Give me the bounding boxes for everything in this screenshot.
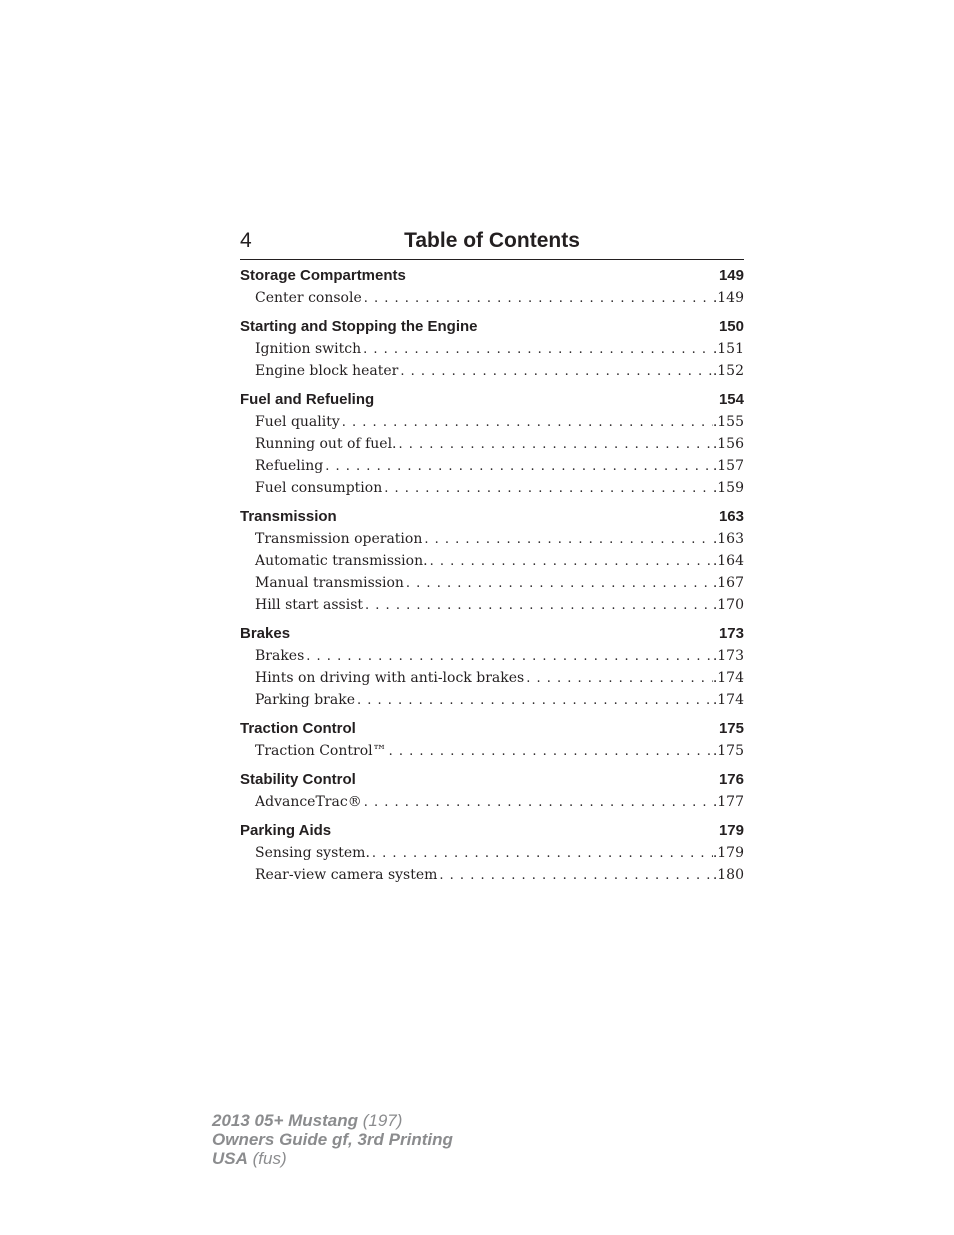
toc-entry[interactable] — [240, 360, 744, 382]
toc-entry[interactable] — [240, 594, 744, 616]
dot-leader — [370, 843, 713, 865]
toc-entry[interactable] — [240, 864, 744, 886]
toc-section — [240, 769, 744, 813]
page-header — [240, 228, 744, 260]
toc-section-heading[interactable] — [240, 623, 744, 645]
toc-section-heading[interactable] — [240, 820, 744, 842]
toc-entry-title: Brakes — [255, 648, 305, 664]
dot-leader — [355, 690, 713, 712]
dot-leader — [437, 865, 712, 887]
toc-entry[interactable] — [240, 572, 744, 594]
toc-entry-page: .175 — [712, 743, 744, 759]
toc-entry-page: .152 — [712, 363, 744, 379]
dot-leader — [397, 434, 713, 456]
toc-section-heading[interactable] — [240, 265, 744, 287]
toc-entry-title: Running out of fuel. — [255, 436, 397, 452]
toc-entry[interactable] — [240, 791, 744, 813]
dot-leader — [382, 478, 713, 500]
dot-leader — [404, 573, 713, 595]
toc-entry-page: .157 — [712, 458, 744, 474]
dot-leader — [363, 595, 713, 617]
footer-market: USA — [212, 1149, 248, 1168]
toc-section-title: Parking Aids — [240, 822, 332, 839]
toc-entry[interactable] — [240, 667, 744, 689]
toc-section — [240, 820, 744, 886]
toc-entry[interactable] — [240, 477, 744, 499]
toc-entry[interactable] — [240, 455, 744, 477]
toc-entry-title: Parking brake — [255, 692, 355, 708]
toc-section — [240, 506, 744, 616]
toc-entry-title: Hints on driving with anti-lock brakes — [255, 670, 525, 686]
toc-section-title: Fuel and Refueling — [240, 391, 375, 408]
toc-entry-page: .180 — [712, 867, 744, 883]
toc-entry-page: .156 — [712, 436, 744, 452]
toc-section-page: 173 — [718, 625, 744, 642]
toc-entry-page: .173 — [712, 648, 744, 664]
toc-section-heading[interactable] — [240, 389, 744, 411]
toc-section — [240, 718, 744, 762]
toc-section-heading[interactable] — [240, 316, 744, 338]
footer-line-3 — [212, 1149, 453, 1168]
toc-section-title: Stability Control — [240, 771, 356, 788]
toc-entry[interactable] — [240, 528, 744, 550]
toc-section-heading[interactable] — [240, 769, 744, 791]
toc-section-title: Brakes — [240, 625, 291, 642]
toc-entry-page: .179 — [712, 845, 744, 861]
toc-entry-title: Traction Control™ — [255, 743, 387, 759]
dot-leader — [362, 792, 713, 814]
toc-entry-page: .170 — [712, 597, 744, 613]
dot-leader — [340, 412, 713, 434]
footer-model: 2013 05+ Mustang — [212, 1111, 358, 1130]
toc-entry-page: .159 — [712, 480, 744, 496]
toc-entry-title: Hill start assist — [255, 597, 364, 613]
dot-leader — [422, 529, 712, 551]
toc-section-page: 176 — [718, 771, 744, 788]
footer-line-1 — [212, 1111, 453, 1130]
footer-line-2 — [212, 1130, 453, 1149]
toc-entry[interactable] — [240, 842, 744, 864]
table-of-contents — [240, 265, 744, 893]
dot-leader — [524, 668, 713, 690]
toc-entry-page: .164 — [712, 553, 744, 569]
toc-entry-title: Fuel consumption — [255, 480, 383, 496]
toc-entry-page: .155 — [712, 414, 744, 430]
toc-entry-title: Ignition switch — [255, 341, 362, 357]
toc-entry[interactable] — [240, 411, 744, 433]
toc-section-title: Traction Control — [240, 720, 356, 737]
toc-entry-page: .167 — [712, 575, 744, 591]
toc-section-title: Starting and Stopping the Engine — [240, 318, 478, 335]
toc-entry-title: Automatic transmission. — [255, 553, 428, 569]
page-number: 4 — [240, 229, 252, 252]
toc-section-page: 175 — [718, 720, 744, 737]
dot-leader — [361, 339, 713, 361]
toc-section-page: 150 — [718, 318, 744, 335]
toc-section — [240, 389, 744, 499]
toc-entry-title: AdvanceTrac® — [255, 794, 362, 810]
toc-entry-title: Manual transmission — [255, 575, 404, 591]
toc-entry[interactable] — [240, 689, 744, 711]
toc-entry-title: Refueling — [255, 458, 324, 474]
toc-section-title: Transmission — [240, 508, 337, 525]
toc-entry-title: Sensing system. — [255, 845, 370, 861]
toc-entry-title: Fuel quality — [255, 414, 340, 430]
toc-section — [240, 316, 744, 382]
toc-section — [240, 623, 744, 711]
dot-leader — [428, 551, 713, 573]
toc-entry[interactable] — [240, 645, 744, 667]
toc-entry-page: .177 — [712, 794, 744, 810]
page-footer — [212, 1111, 453, 1168]
toc-section — [240, 265, 744, 309]
toc-entry-title: Engine block heater — [255, 363, 399, 379]
dot-leader — [323, 456, 713, 478]
toc-entry-page: .149 — [712, 290, 744, 306]
toc-section-heading[interactable] — [240, 718, 744, 740]
toc-entry-title: Rear-view camera system — [255, 867, 438, 883]
page-title: Table of Contents — [404, 229, 580, 252]
toc-section-heading[interactable] — [240, 506, 744, 528]
footer-model-code: (197) — [362, 1111, 403, 1130]
toc-section-page: 163 — [718, 508, 744, 525]
toc-entry[interactable] — [240, 740, 744, 762]
toc-section-title: Storage Compartments — [240, 267, 406, 284]
toc-entry-title: Transmission operation — [255, 531, 423, 547]
toc-entry[interactable] — [240, 287, 744, 309]
dot-leader — [398, 361, 713, 383]
toc-entry-page: .174 — [712, 670, 744, 686]
toc-section-page: 154 — [718, 391, 744, 408]
toc-entry[interactable] — [240, 338, 744, 360]
toc-entry-page: .151 — [712, 341, 744, 357]
toc-entry-title: Center console — [255, 290, 362, 306]
footer-guide: Owners Guide gf, 3rd Printing — [212, 1130, 453, 1149]
toc-entry-page: .174 — [712, 692, 744, 708]
toc-entry[interactable] — [240, 433, 744, 455]
dot-leader — [362, 288, 713, 310]
toc-entry[interactable] — [240, 550, 744, 572]
toc-section-page: 179 — [718, 822, 744, 839]
dot-leader — [387, 741, 713, 763]
footer-market-code: (fus) — [252, 1149, 287, 1168]
toc-entry-page: .163 — [712, 531, 744, 547]
dot-leader — [304, 646, 713, 668]
toc-section-page: 149 — [718, 267, 744, 284]
